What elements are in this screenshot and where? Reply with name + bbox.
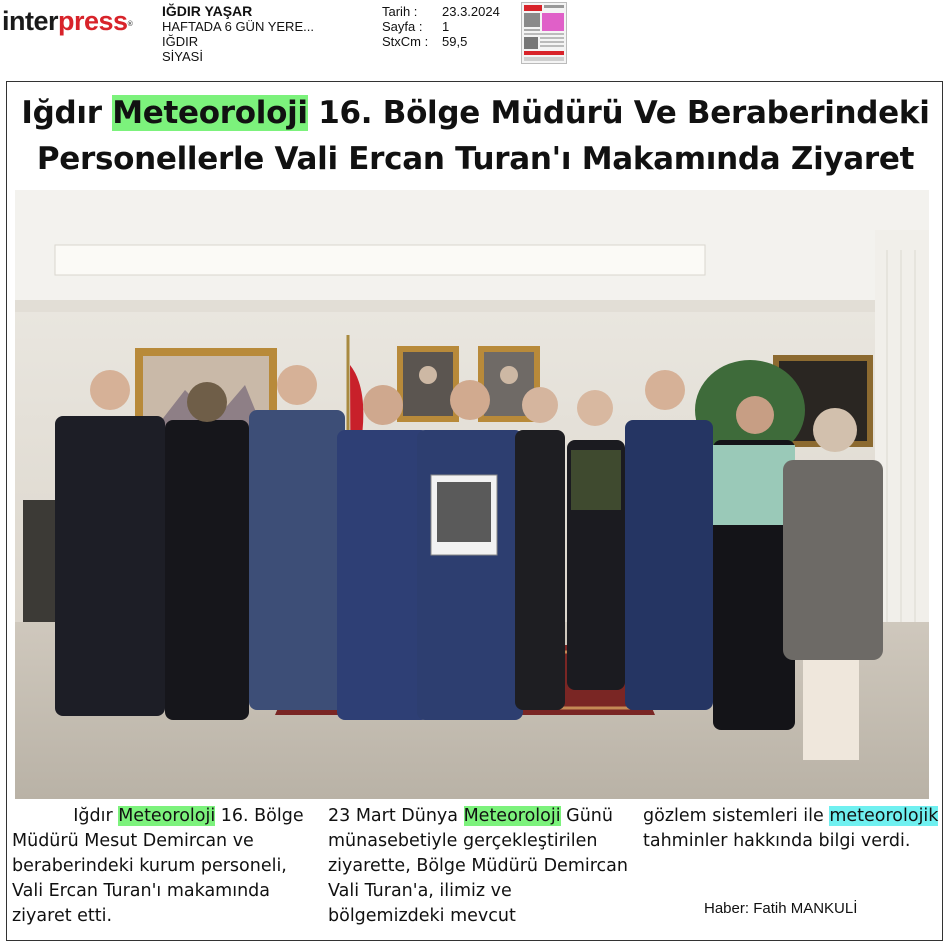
interpress-logo: interpress® [2, 6, 133, 36]
keyword-highlight: meteorolojik [829, 806, 939, 826]
date-value: 23.3.2024 [442, 4, 500, 19]
keyword-highlight: Meteoroloji [118, 806, 216, 826]
page-value: 1 [442, 19, 450, 34]
stxcm-label: StxCm : [382, 34, 429, 49]
publication-name: IĞDIR YAŞAR [162, 3, 253, 19]
newspaper-thumbnail[interactable] [521, 2, 567, 64]
clipping-meta [382, 4, 500, 49]
page-label: Sayfa : [382, 19, 423, 34]
publication-category: SİYASİ [162, 49, 203, 64]
date-label: Tarih : [382, 4, 418, 19]
publication-frequency: HAFTADA 6 GÜN YERE... [162, 19, 314, 34]
keyword-highlight: Meteoroloji [463, 806, 561, 826]
article-headline: Iğdır Meteoroloji 16. Bölge Müdürü Ve Beraberindeki Personellerle Vali Ercan Turan'ı Makamında Ziyaret [21, 95, 930, 177]
keyword-highlight: Meteoroloji [112, 95, 308, 131]
publication-city: IĞDIR [162, 34, 199, 49]
article-column-2: 23 Mart Dünya Meteoroloji Günü münasebetiyle gerçekleştirilen ziyarette, Bölge Müdürü Demircan Vali Turan'a, ilimiz ve bölgemizdeki mevcut [328, 806, 628, 926]
stxcm-value: 59,5 [442, 34, 468, 49]
publication-info [162, 4, 314, 64]
article-column-3: gözlem sistemleri ile meteorolojik tahminler hakkında bilgi verdi. [643, 806, 939, 851]
article-photo [15, 190, 929, 799]
article-column-1: Iğdır Meteoroloji 16. Bölge Müdürü Mesut Demircan ve beraberindeki kurum personeli, Vali Ercan Turan'ı makamında ziyaret etti. [12, 806, 304, 926]
article-byline: Haber: Fatih MANKULİ [704, 900, 858, 917]
